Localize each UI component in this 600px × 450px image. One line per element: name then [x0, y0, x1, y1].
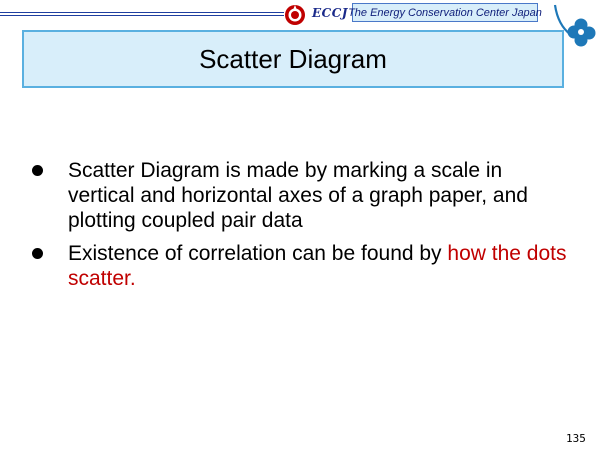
bullet-text: Existence of correlation can be found by: [68, 242, 448, 265]
bullet-dot-icon: [32, 165, 43, 176]
title-box: [22, 30, 564, 88]
slide-title: Scatter Diagram: [199, 43, 387, 74]
bullet-text: Scatter Diagram is made by marking a scale in vertical and horizontal axes of a graph paper, and plotting coupled pair data: [68, 159, 528, 232]
organization-label: The Energy Conservation Center Japan: [352, 3, 538, 22]
bullet-list: [28, 158, 568, 299]
bullet-dot-icon: [32, 248, 43, 259]
header-rule: [0, 12, 284, 16]
bullet-item: [28, 158, 568, 233]
highlighted-text: how the dots scatter: [68, 242, 567, 290]
page-number: 135: [566, 432, 586, 445]
highlighted-period: .: [129, 267, 136, 290]
bullet-item: [28, 241, 568, 291]
logo-text: ECCJ: [312, 6, 348, 20]
eccj-logo-icon: [284, 4, 306, 26]
